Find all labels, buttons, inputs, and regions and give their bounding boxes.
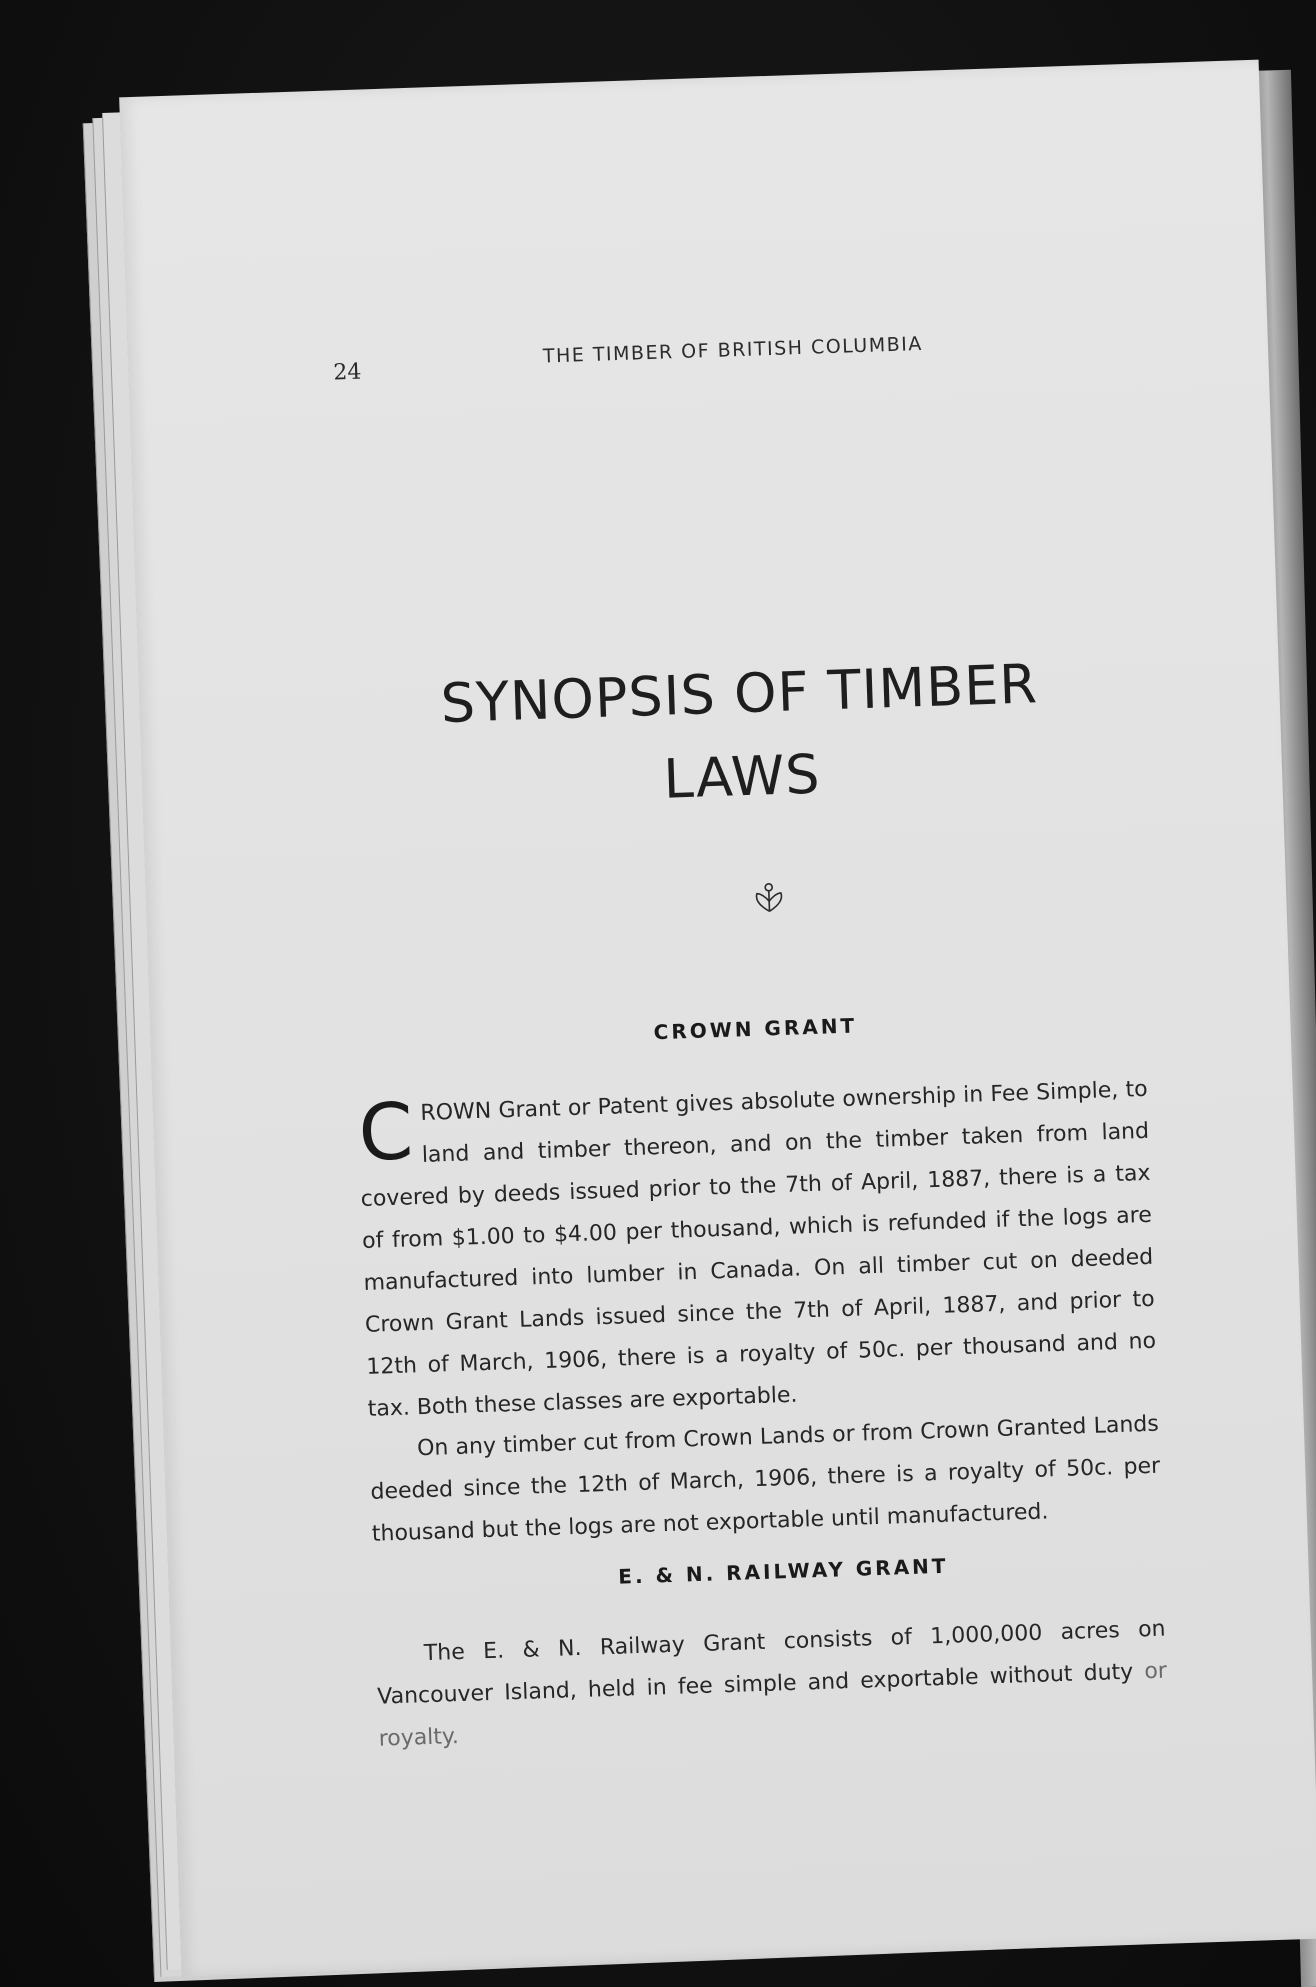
crown-grant-paragraph-2: On any timber cut from Crown Lands or from Crown Granted Lands deeded since the 12th of March, 1906, there is a royalty of 50c. per thousand but the logs are not exportable until manufactured. <box>370 1411 1161 1547</box>
railway-grant-paragraph-tail: or royalty. <box>378 1658 1168 1752</box>
chapter-title-line-2: LAWS <box>662 742 822 811</box>
chapter-title-line-1: SYNOPSIS OF TIMBER <box>439 652 1039 736</box>
section-heading-railway-grant: E. & N. RAILWAY GRANT <box>617 1553 949 1589</box>
railway-grant-paragraph <box>375 1609 1169 1761</box>
book-page <box>119 60 1316 1977</box>
drop-cap: C <box>357 1087 415 1180</box>
page-number: 24 <box>332 359 362 386</box>
crown-grant-paragraph-1-text: ROWN Grant or Patent gives absolute ownership in Fee Simple, to land and timber thereon, and on the timber taken from land covered by deeds issued prior to the 7th of April, 1887, there is a tax of from $1.00 to $4.00 per thousand, which is refunded if the logs are manufactured into lumber in Canada. On all timber cut on deeded Crown Grant Lands issued since the 7th of April, 1887, and prior to 12th of March, 1906, there is a royalty of 50c. per thousand and no tax. Both these classes are exportable. <box>360 1076 1157 1422</box>
section-heading-crown-grant: CROWN GRANT <box>653 1013 858 1045</box>
fleuron-icon <box>751 881 788 918</box>
running-head: THE TIMBER OF BRITISH COLUMBIA <box>542 332 924 368</box>
crown-grant-paragraph-1 <box>357 1069 1158 1431</box>
page-content <box>119 60 1316 1977</box>
railway-grant-paragraph-text: The E. & N. Railway Grant consists of 1,000,000 acres on Vancouver Island, held in fee simple and exportable without duty <box>376 1616 1166 1710</box>
